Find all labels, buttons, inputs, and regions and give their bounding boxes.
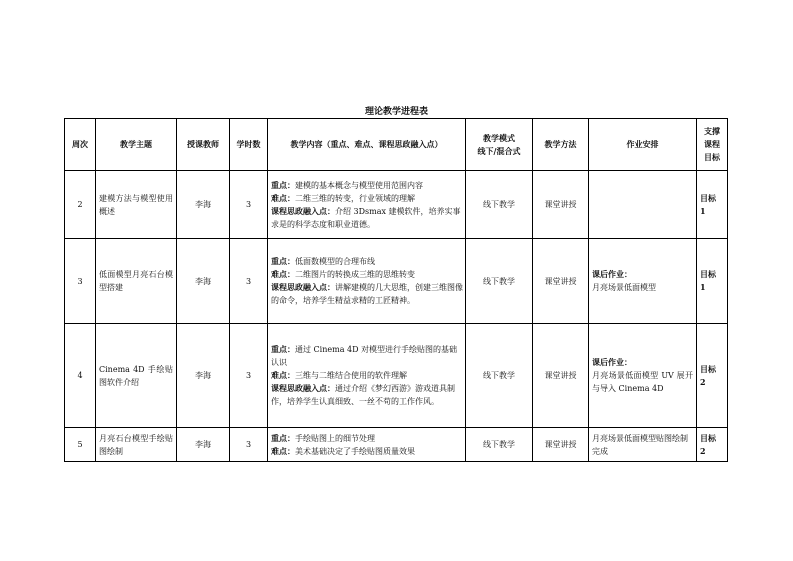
cell-method: 课堂讲授 [533, 324, 589, 428]
header-week: 周次 [65, 119, 96, 171]
content-label: 难点： [271, 445, 295, 456]
cell-mode: 线下教学 [466, 239, 533, 324]
content-label: 重点： [271, 179, 295, 190]
table-row [65, 239, 728, 324]
content-label: 难点： [271, 192, 295, 203]
content-label: 重点： [271, 344, 295, 354]
cell-goal: 目标 1 [697, 239, 728, 324]
cell-week: 2 [65, 171, 96, 239]
homework-text: 月亮场景低面模型 [592, 283, 656, 292]
cell-mode: 线下教学 [466, 171, 533, 239]
cell-teacher: 李海 [177, 428, 230, 462]
header-goal-line1: 支撑 [704, 126, 720, 136]
header-mode [466, 119, 533, 171]
cell-goal: 目标 1 [697, 171, 728, 239]
homework-label: 课后作业： [592, 269, 632, 279]
cell-mode: 线下教学 [466, 324, 533, 428]
cell-homework [589, 428, 697, 462]
cell-topic: 月亮石台模型手绘贴图绘制 [96, 428, 177, 462]
content-text: 通过介绍《梦幻西游》游戏道具制作，培养学生认真细致、一丝不苟的工作作风。 [271, 384, 455, 406]
content-label: 课程思政融入点： [271, 282, 335, 292]
cell-content [268, 171, 466, 239]
cell-content [268, 428, 466, 462]
cell-topic: 低面模型月亮石台模型搭建 [96, 239, 177, 324]
table-title: 理论教学进程表 [364, 107, 428, 117]
cell-hours: 3 [230, 171, 268, 239]
content-text: 二维三维的转变，行业领域的理解 [295, 193, 415, 203]
content-text: 介绍 3Dsmax 建模软件，培养实事求是的科学态度和职业道德。 [271, 206, 461, 229]
cell-mode: 线下教学 [466, 428, 533, 462]
table-row [65, 324, 728, 428]
cell-homework [589, 324, 697, 428]
content-label: 难点： [271, 269, 295, 279]
teaching-schedule-table [64, 118, 728, 462]
cell-goal: 目标 2 [697, 324, 728, 428]
cell-method: 课堂讲授 [533, 428, 589, 462]
content-label: 课程思政融入点： [271, 383, 335, 393]
cell-hours: 3 [230, 239, 268, 324]
header-teacher: 授课教师 [177, 119, 230, 171]
cell-week: 5 [65, 428, 96, 462]
cell-week: 4 [65, 324, 96, 428]
header-topic: 教学主题 [96, 119, 177, 171]
content-text: 美术基础决定了手绘贴图质量效果 [295, 446, 415, 456]
cell-method: 课堂讲授 [533, 239, 589, 324]
header-goal [697, 119, 728, 171]
content-text: 三维与二维结合使用的软件理解 [295, 371, 407, 380]
header-goal-line3: 目标 [704, 152, 720, 162]
cell-homework [589, 171, 697, 239]
cell-teacher: 李海 [177, 171, 230, 239]
content-text: 建模的基本概念与模型使用范围内容 [295, 180, 423, 190]
header-row [65, 119, 728, 171]
cell-content [268, 239, 466, 324]
homework-text: 月亮场景低面模型 UV 展开与导入 Cinema 4D [592, 371, 693, 393]
cell-hours: 3 [230, 324, 268, 428]
cell-homework [589, 239, 697, 324]
table-row [65, 428, 728, 462]
content-text: 低面数模型的合理布线 [295, 257, 375, 266]
cell-topic: 建模方法与模型使用概述 [96, 171, 177, 239]
content-label: 重点： [271, 432, 295, 443]
content-text: 讲解建模的几大思维，创建三维图像的命令，培养学生精益求精的工匠精神。 [271, 283, 463, 305]
header-method: 教学方法 [533, 119, 589, 171]
content-label: 重点： [271, 256, 295, 266]
header-hours: 学时数 [230, 119, 268, 171]
cell-content [268, 324, 466, 428]
content-label: 难点： [271, 370, 295, 380]
content-text: 二维图片的转换成三维的思维转变 [295, 270, 415, 279]
header-goal-line2: 课程 [704, 139, 720, 149]
header-content: 教学内容（重点、难点、课程思政融入点） [268, 119, 466, 171]
content-text: 通过 Cinema 4D 对模型进行手绘贴图的基础认识 [271, 345, 458, 367]
table-row [65, 171, 728, 239]
cell-teacher: 李海 [177, 324, 230, 428]
header-mode-line1: 教学模式 [483, 132, 515, 143]
homework-label: 课后作业： [592, 357, 632, 367]
header-mode-line2: 线下/混合式 [477, 145, 521, 156]
homework-text: 月亮场景低面模型贴图绘制完成 [592, 433, 688, 456]
content-text: 手绘贴图上的细节处理 [295, 433, 375, 443]
cell-topic: Cinema 4D 手绘贴图软件介绍 [96, 324, 177, 428]
cell-goal: 目标 2 [697, 428, 728, 462]
cell-teacher: 李海 [177, 239, 230, 324]
header-homework: 作业安排 [589, 119, 697, 171]
cell-week: 3 [65, 239, 96, 324]
content-label: 课程思政融入点： [271, 205, 335, 216]
cell-method: 课堂讲授 [533, 171, 589, 239]
cell-hours: 3 [230, 428, 268, 462]
